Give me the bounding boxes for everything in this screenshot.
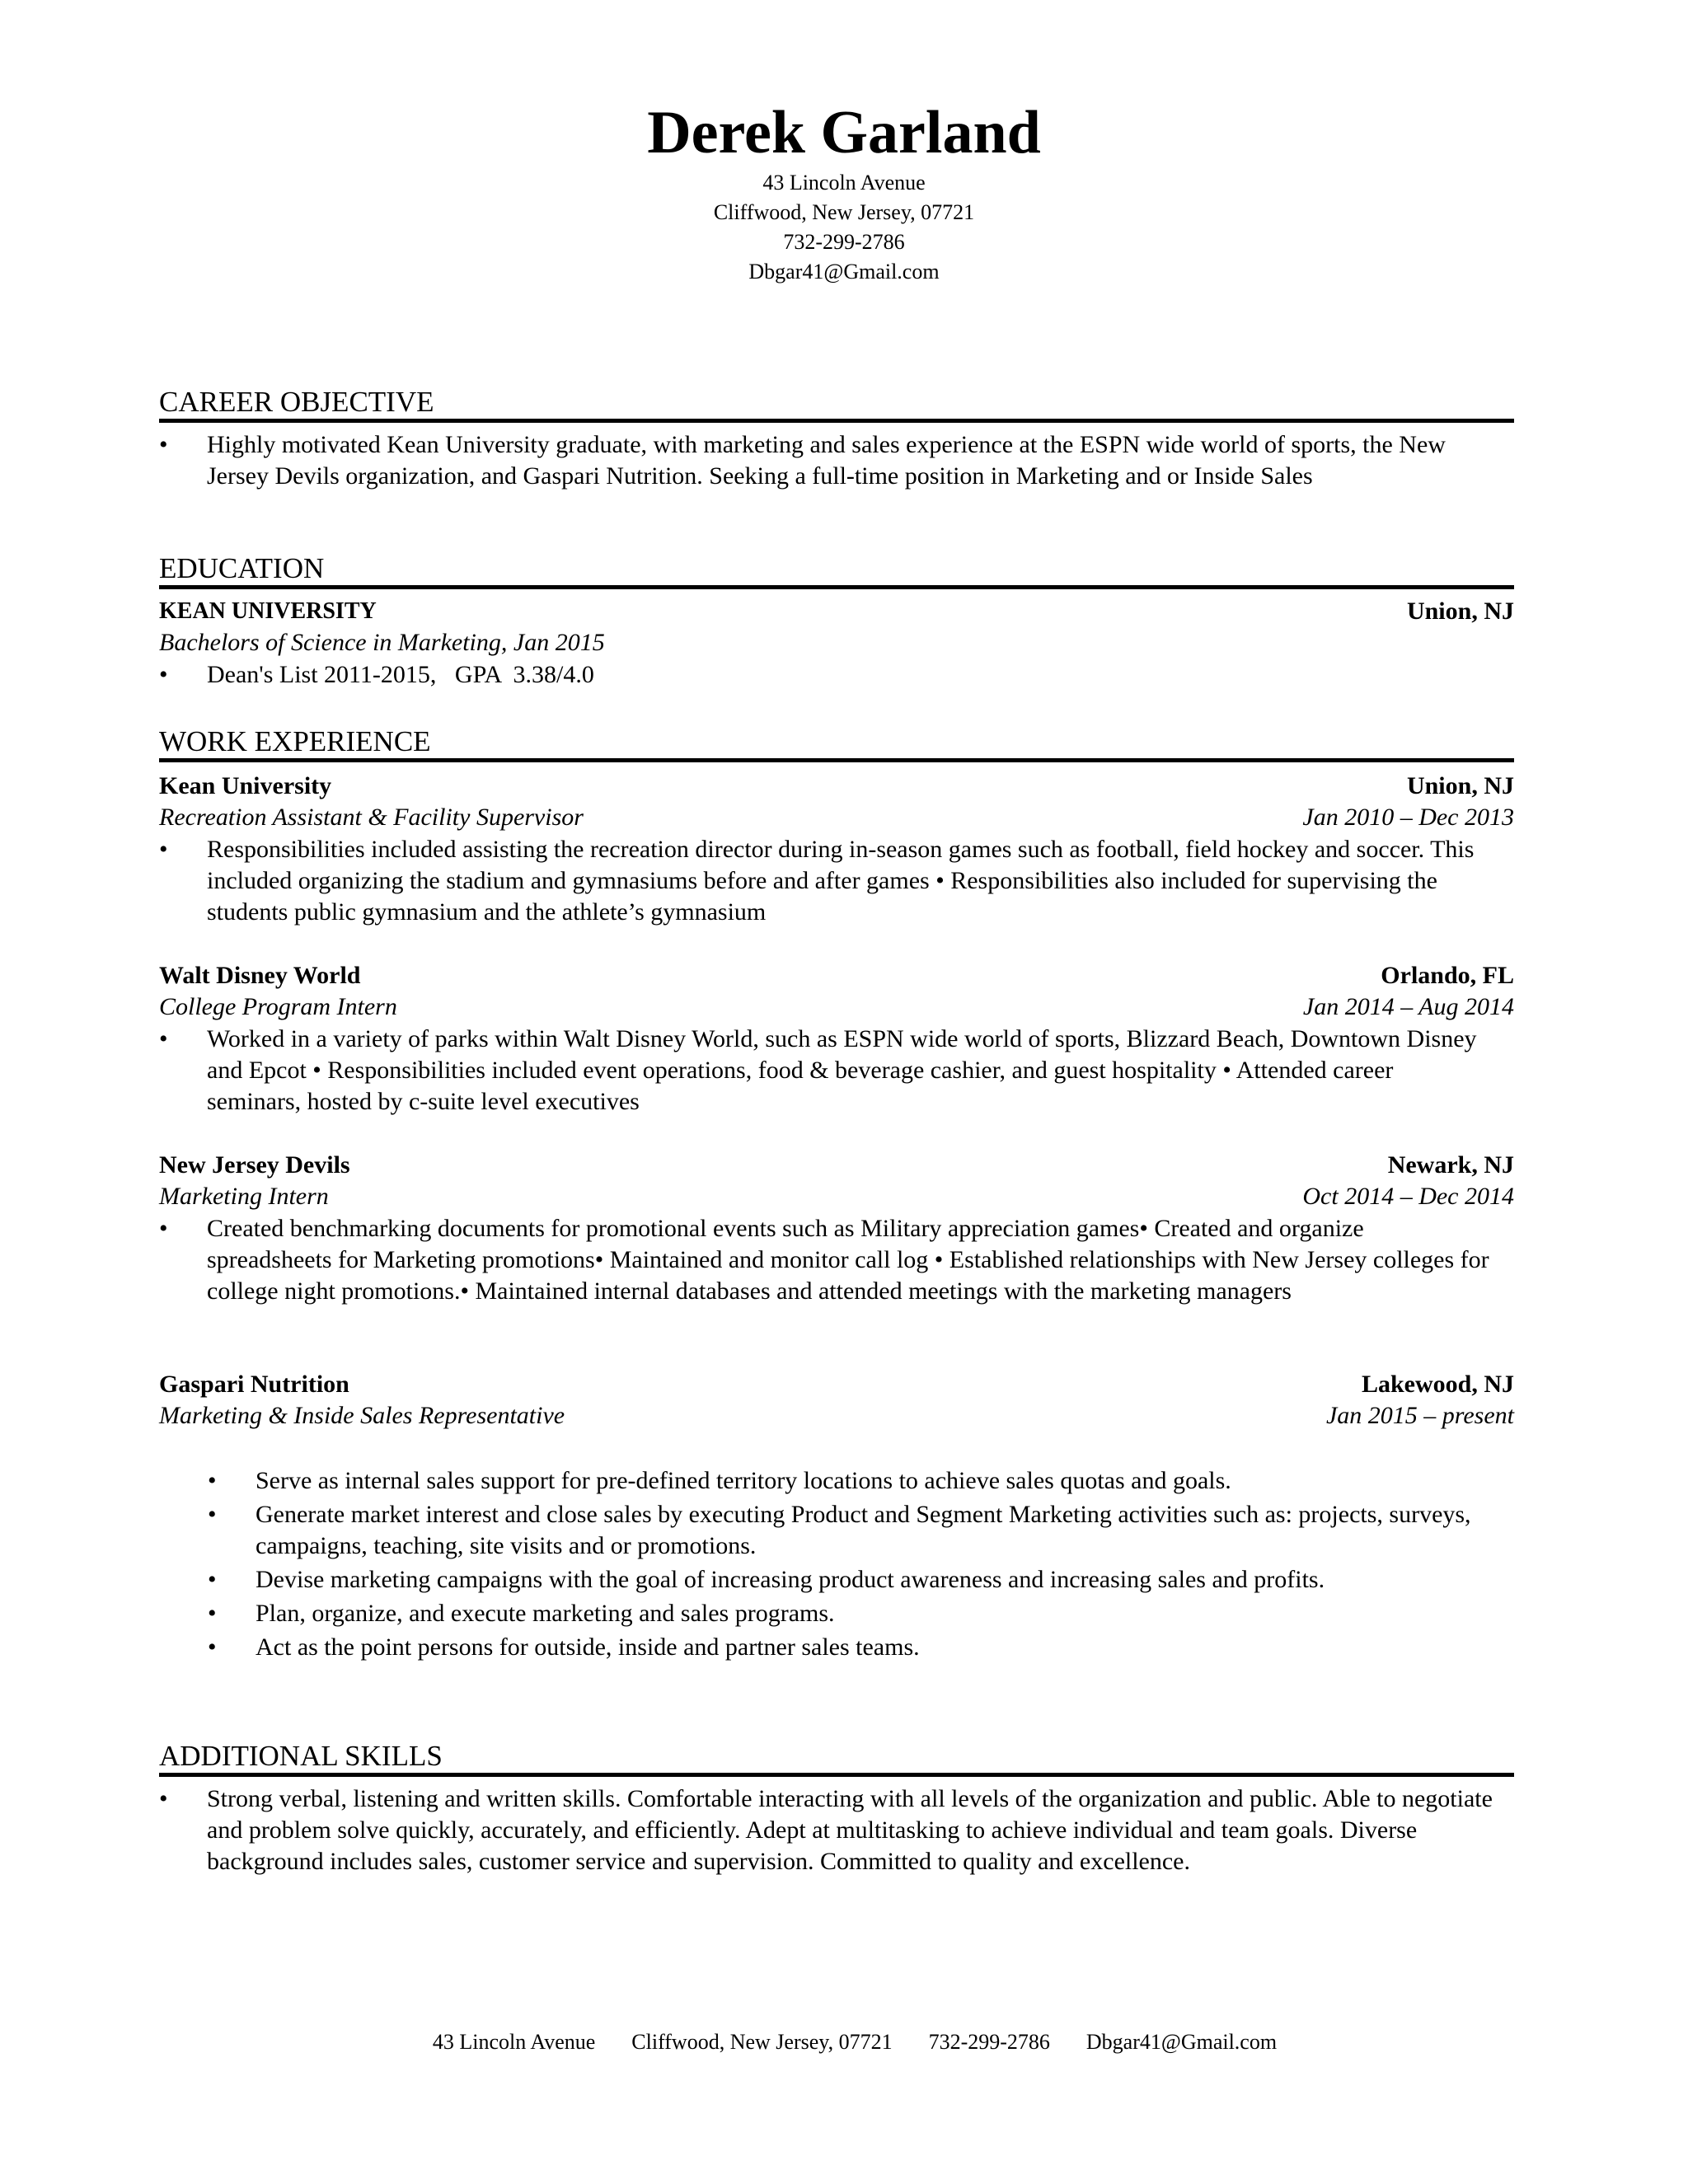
education-heading-text: EDUCATION: [159, 552, 325, 584]
bullet-icon: •: [159, 1025, 168, 1052]
job-4-bullet-4: Plan, organize, and execute marketing and sales programs.: [256, 1600, 835, 1627]
footer-email: Dbgar41@Gmail.com: [1085, 2030, 1278, 2054]
header-phone: 732-299-2786: [783, 230, 905, 254]
school-location: Union, NJ: [1406, 598, 1514, 625]
header-email: Dbgar41@Gmail.com: [748, 260, 940, 284]
job-1-description: Responsibilities included assisting the recreation director during in-season games such as football, field hockey and soccer. This included organizing the stadium and gymnasiums before and after games • Responsibilities also included for supervising the students public gymnasium and the athlete’s gymnasium: [207, 836, 1475, 926]
job-3-description: Created benchmarking documents for promotional events such as Military appreciation games• Created and organize spreadsheets for Marketing promotions• Maintained and monitor call log • Established relationships with New Jersey colleges for college night promotions.• Maintained internal databases and attended meetings with the marketing managers: [207, 1215, 1489, 1305]
education-school-row: [159, 596, 1514, 627]
work-experience-heading-text: WORK EXPERIENCE: [159, 725, 431, 757]
job-4-title-row: [159, 1400, 1514, 1432]
job-2-title-row: [159, 991, 1514, 1023]
job-1-header-row: [159, 771, 1514, 802]
footer-address: 43 Lincoln Avenue: [432, 2030, 596, 2054]
job-4-bullet-1: Serve as internal sales support for pre-defined territory locations to achieve sales quotas and goals.: [256, 1467, 1231, 1494]
job-3-location: Newark, NJ: [1387, 1151, 1514, 1179]
bullet-icon: •: [159, 1215, 168, 1242]
job-1-title-row: [159, 802, 1514, 833]
job-2-location: Orlando, FL: [1381, 962, 1514, 989]
job-1-bullet: [159, 834, 1514, 928]
job-4-dates: Jan 2015 – present: [1325, 1402, 1514, 1429]
additional-skills-heading-text: ADDITIONAL SKILLS: [159, 1740, 443, 1772]
job-4-location: Lakewood, NJ: [1361, 1371, 1514, 1398]
list-item: [208, 1564, 1518, 1596]
job-2-header-row: [159, 960, 1514, 991]
degree: Bachelors of Science in Marketing, Jan 2015: [159, 629, 605, 656]
job-2-description: Worked in a variety of parks within Walt Disney World, such as ESPN wide world of sports, Blizzard Beach, Downtown Disney and Epcot • Responsibilities included event operations, food & beverage cashier, and guest hospitality • Attended career seminars, hosted by c-suite level executives: [207, 1025, 1477, 1115]
job-4-bullet-5: Act as the point persons for outside, inside and partner sales teams.: [256, 1633, 920, 1661]
job-3-title-row: [159, 1181, 1514, 1212]
job-3-title: Marketing Intern: [159, 1183, 329, 1210]
header-city: Cliffwood, New Jersey, 07721: [713, 200, 975, 224]
header-address: 43 Lincoln Avenue: [762, 171, 926, 194]
list-item: [208, 1465, 1518, 1497]
bullet-icon: •: [208, 1501, 217, 1528]
bullet-icon: •: [159, 431, 168, 458]
list-item: [208, 1598, 1518, 1629]
job-2-employer: Walt Disney World: [159, 962, 361, 989]
education-bullet: [159, 659, 1514, 691]
job-4-bullet-2: Generate market interest and close sales by executing Product and Segment Marketing activities such as: projects, surveys, campaigns, teaching, site visits and or promotions.: [256, 1501, 1471, 1559]
job-2-title: College Program Intern: [159, 993, 397, 1020]
education-degree-row: [159, 627, 1514, 658]
bullet-icon: •: [159, 661, 168, 688]
career-objective-bullet: [159, 429, 1514, 492]
education-honors: Dean's List 2011-2015, GPA 3.38/4.0: [207, 661, 594, 688]
job-1-title: Recreation Assistant & Facility Supervisor: [159, 804, 584, 831]
career-objective-heading: [159, 386, 1514, 423]
job-2-bullet: [159, 1024, 1514, 1118]
education-heading: [159, 552, 1514, 589]
job-3-employer: New Jersey Devils: [159, 1151, 350, 1179]
additional-skills-bullet: [159, 1783, 1514, 1877]
career-objective-text: Highly motivated Kean University graduate, with marketing and sales experience at the ESPN wide world of sports, the New Jersey Devils organization, and Gaspari Nutrition. Seeking a full-time position in Marketing and or Inside Sales: [207, 431, 1446, 490]
job-2-dates: Jan 2014 – Aug 2014: [1302, 993, 1514, 1020]
bullet-icon: •: [159, 836, 168, 863]
footer-contact: [0, 1998, 1688, 2087]
job-1-employer: Kean University: [159, 772, 332, 799]
job-4-bullet-3: Devise marketing campaigns with the goal of increasing product awareness and increasing sales and profits.: [256, 1566, 1325, 1593]
job-4-bullet-list: [208, 1465, 1518, 1663]
job-4-header-row: [159, 1369, 1514, 1400]
footer-city: Cliffwood, New Jersey, 07721: [631, 2030, 893, 2054]
job-4-title: Marketing & Inside Sales Representative: [159, 1402, 565, 1429]
career-objective-heading-text: CAREER OBJECTIVE: [159, 386, 434, 418]
job-3-header-row: [159, 1150, 1514, 1181]
list-item: [208, 1499, 1518, 1562]
job-1-location: Union, NJ: [1406, 772, 1514, 799]
applicant-name: Derek Garland: [647, 99, 1041, 166]
bullet-icon: •: [208, 1600, 217, 1627]
job-1-dates: Jan 2010 – Dec 2013: [1302, 804, 1514, 831]
bullet-icon: •: [159, 1785, 168, 1812]
bullet-icon: •: [208, 1633, 217, 1661]
school-name: KEAN UNIVERSITY: [159, 598, 377, 624]
job-4-employer: Gaspari Nutrition: [159, 1371, 349, 1398]
job-3-bullet: [159, 1213, 1514, 1307]
bullet-icon: •: [208, 1566, 217, 1593]
job-3-dates: Oct 2014 – Dec 2014: [1302, 1183, 1514, 1210]
work-experience-heading: [159, 725, 1514, 762]
list-item: [208, 1632, 1518, 1663]
bullet-icon: •: [208, 1467, 217, 1494]
footer-phone: 732-299-2786: [928, 2030, 1050, 2054]
additional-skills-heading: [159, 1740, 1514, 1777]
additional-skills-text: Strong verbal, listening and written skills. Comfortable interacting with all levels of the organization and public. Able to negotiate and problem solve quickly, accurately, and efficiently. Adept at multitasking to achieve individual and team goals. Diverse background includes sales, customer service and supervision. Committed to quality and excellence.: [207, 1785, 1493, 1875]
